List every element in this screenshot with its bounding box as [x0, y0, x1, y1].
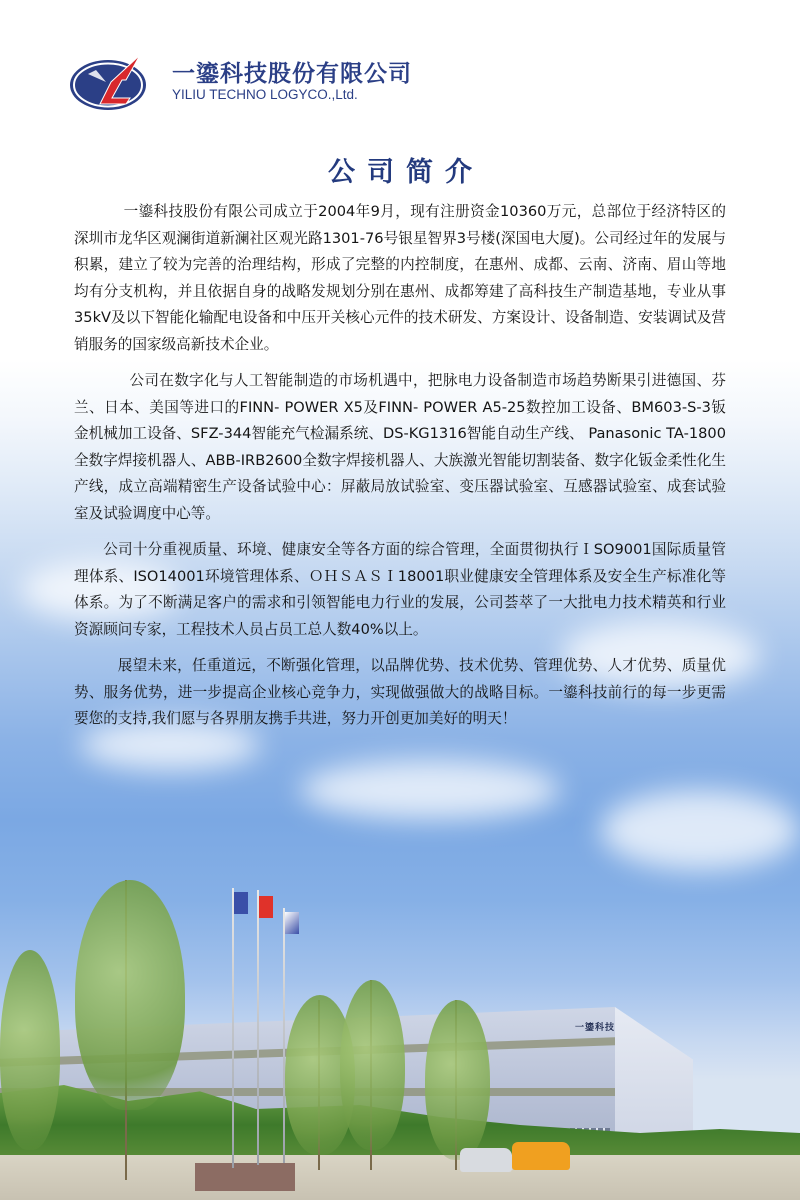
flag: [285, 912, 299, 934]
flagpole: [232, 888, 234, 1168]
paragraph-equipment: 公司在数字化与人工智能制造的市场机遇中，把脉电力设备制造市场趋势断果引进德国、芬兰、日本、美国等进口的FINN- POWER X5及FINN- POWER A5-25数控加工设备、BM603-S-3钣金机械加工设备、SFZ-344智能充气检漏系统、DS-KG1316智能自动生产线、 Panasonic TA-1800全数字焊接机器人、ABB-IRB2600全数字焊接机器人、大族激光智能切割装备、数字化钣金柔性化生产线，成立高端精密生产设备试验中心：屏蔽局放试验室、变压器试验室、互感器试验室、成套试验室及试验调度中心等。: [74, 372, 726, 522]
flagpole: [283, 908, 285, 1163]
company-header: [66, 52, 412, 112]
tree-crown: [425, 1000, 490, 1160]
silver-car: [460, 1148, 512, 1172]
page-title: 公司简介: [328, 157, 484, 188]
tree-crown: [0, 950, 60, 1150]
company-name-en: YILIU TECHNO LOGYCO.,Ltd.: [172, 87, 358, 102]
tree-crown: [340, 980, 405, 1150]
company-logo-icon: [66, 52, 160, 112]
factory-photo: [0, 850, 800, 1200]
stone-bench: [195, 1163, 295, 1191]
flagpole: [257, 890, 259, 1165]
paragraph-quality: 公司十分重视质量、环境、健康安全等各方面的综合管理，全面贯彻执行ＩSO9001国际质量管理体系、ISO14001环境管理体系、ＯＨＳＡＳＩ18001职业健康安全管理体系及安全生产标准化等体系。为了不断满足客户的需求和引领智能电力行业的发展，公司荟萃了一大批电力技术精英和行业资源顾问专家，工程技术人员占员工总人数40%以上。: [74, 541, 726, 638]
orange-pickup-truck: [512, 1142, 570, 1170]
cloud: [300, 760, 560, 820]
national-flag: [259, 896, 273, 918]
plaza-ground: [0, 1155, 800, 1200]
document-body: [74, 199, 726, 743]
paragraph-intro: 一鎏科技股份有限公司成立于2004年9月，现有注册资金10360万元，总部位于经济特区的深圳市龙华区观澜街道新澜社区观光路1301-76号银星智界3号楼(深国电大厦)。公司经过年的发展与积累，建立了较为完善的治理结构，形成了完整的内控制度，在惠州、成都、云南、济南、眉山等地均有分支机构，并且依据自身的战略发规划分别在惠州、成都筹建了高科技生产制造基地，专业从事35kV及以下智能化输配电设备和中压开关核心元件的技术研发、方案设计、设备制造、安装调试及营销服务的国家级高新技术企业。: [74, 203, 726, 353]
company-flag: [234, 892, 248, 914]
company-name-cn: 一鎏科技股份有限公司: [172, 61, 412, 87]
paragraph-outlook: 展望未来，任重道远，不断强化管理，以品牌优势、技术优势、管理优势、人才优势、质量优势、服务优势，进一步提高企业核心竞争力，实现做强做大的战略目标。一鎏科技前行的每一步更需要您的支持,我们愿与各界朋友携手共进，努力开创更加美好的明天！: [74, 657, 726, 727]
building-sign: 一鎏科技: [575, 1023, 616, 1033]
tree-crown: [75, 880, 185, 1110]
